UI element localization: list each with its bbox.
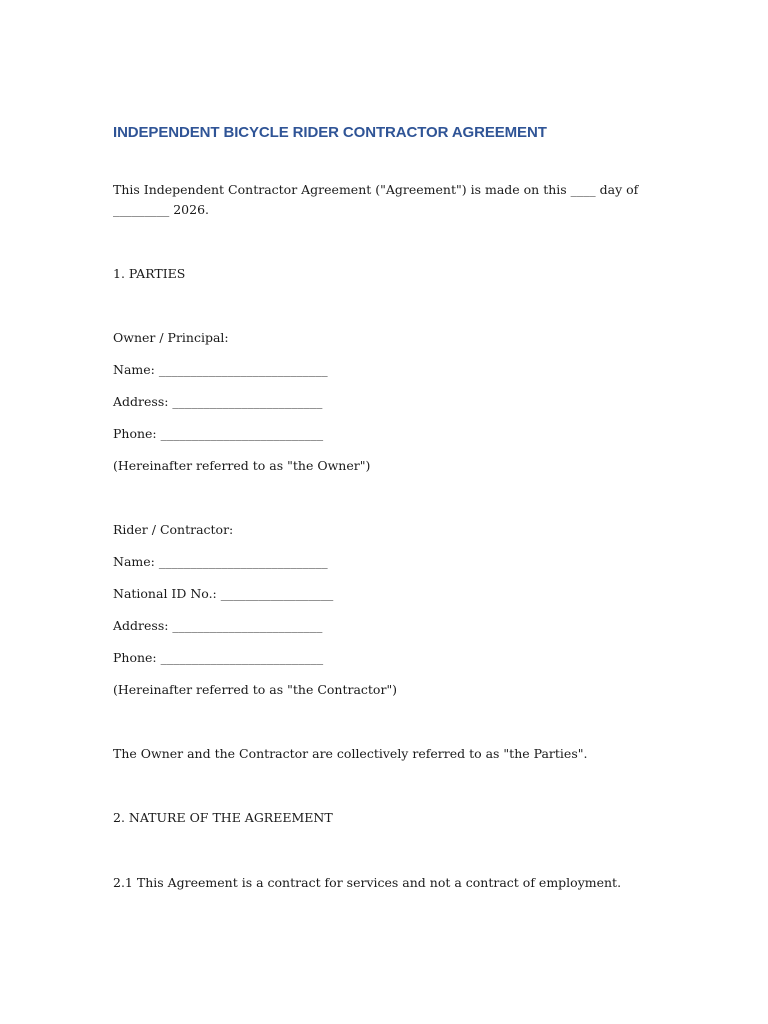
owner-heading: Owner / Principal:	[113, 330, 229, 345]
parties-statement: The Owner and the Contractor are collectively referred to as "the Parties".	[113, 746, 588, 761]
document-title: INDEPENDENT BICYCLE RIDER CONTRACTOR AGREEMENT	[113, 124, 547, 141]
owner-reference: (Hereinafter referred to as "the Owner")	[113, 458, 371, 473]
contractor-name-field: Name: ___________________________	[113, 554, 328, 569]
contractor-reference: (Hereinafter referred to as "the Contractor")	[113, 682, 398, 697]
owner-phone-field: Phone: __________________________	[113, 426, 324, 441]
intro-paragraph: This Independent Contractor Agreement ("Agreement") is made on this ____ day of _________ 2026.	[113, 182, 639, 217]
contractor-heading: Rider / Contractor:	[113, 522, 234, 537]
contractor-national-id-field: National ID No.: __________________	[113, 586, 334, 601]
section-1-heading: 1. PARTIES	[113, 266, 186, 281]
section-2-heading: 2. NATURE OF THE AGREEMENT	[113, 810, 333, 825]
clause-2-1: 2.1 This Agreement is a contract for services and not a contract of employment.	[113, 875, 622, 890]
owner-name-field: Name: ___________________________	[113, 362, 328, 377]
contractor-phone-field: Phone: __________________________	[113, 650, 324, 665]
owner-address-field: Address: ________________________	[113, 394, 323, 409]
contractor-address-field: Address: ________________________	[113, 618, 323, 633]
